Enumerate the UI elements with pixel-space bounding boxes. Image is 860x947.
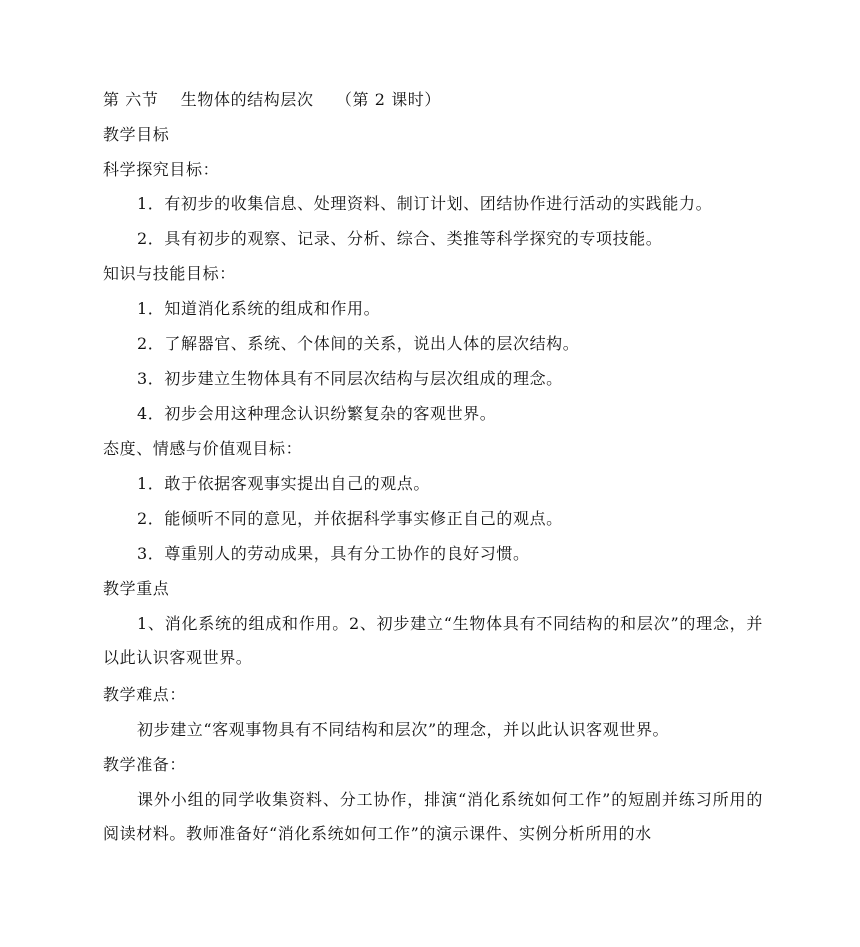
heading-teaching-goals: 教学目标 (103, 125, 170, 144)
document-title: 第 六节 生物体的结构层次 （第 2 课时） (103, 90, 442, 109)
preparation-paragraph: 课外小组的同学收集资料、分工协作，排演“消化系统如何工作”的短剧并练习所用的阅读材料。教师准备好“消化系统如何工作”的演示课件、实例分析所用的水 (103, 790, 763, 843)
attitude-goal-item: 3．尊重别人的劳动成果，具有分工协作的良好习惯。 (137, 544, 530, 563)
label-attitude-goals: 态度、情感与价值观目标： (103, 439, 303, 458)
heading-difficulties: 教学难点： (103, 685, 187, 704)
attitude-goal-item: 2．能倾听不同的意见，并依据科学事实修正自己的观点。 (137, 509, 563, 528)
key-points-paragraph: 1、消化系统的组成和作用。2、初步建立“生物体具有不同结构的和层次”的理念，并以此认识客观世界。 (103, 614, 763, 667)
heading-preparation: 教学准备： (103, 755, 187, 774)
difficulties-paragraph: 初步建立“客观事物具有不同结构和层次”的理念，并以此认识客观世界。 (137, 720, 670, 739)
label-science-goals: 科学探究目标： (103, 160, 220, 179)
attitude-goal-item: 1．敢于依据客观事实提出自己的观点。 (137, 474, 430, 493)
label-knowledge-goals: 知识与技能目标： (103, 264, 236, 283)
knowledge-goal-item: 4．初步会用这种理念认识纷繁复杂的客观世界。 (137, 404, 497, 423)
knowledge-goal-item: 3．初步建立生物体具有不同层次结构与层次组成的理念。 (137, 369, 563, 388)
heading-key-points: 教学重点 (103, 579, 170, 598)
science-goal-item: 1．有初步的收集信息、处理资料、制订计划、团结协作进行活动的实践能力。 (137, 194, 713, 213)
knowledge-goal-item: 1．知道消化系统的组成和作用。 (137, 299, 381, 318)
knowledge-goal-item: 2．了解器官、系统、个体间的关系，说出人体的层次结构。 (137, 334, 580, 353)
science-goal-item: 2．具有初步的观察、记录、分析、综合、类推等科学探究的专项技能。 (137, 229, 663, 248)
